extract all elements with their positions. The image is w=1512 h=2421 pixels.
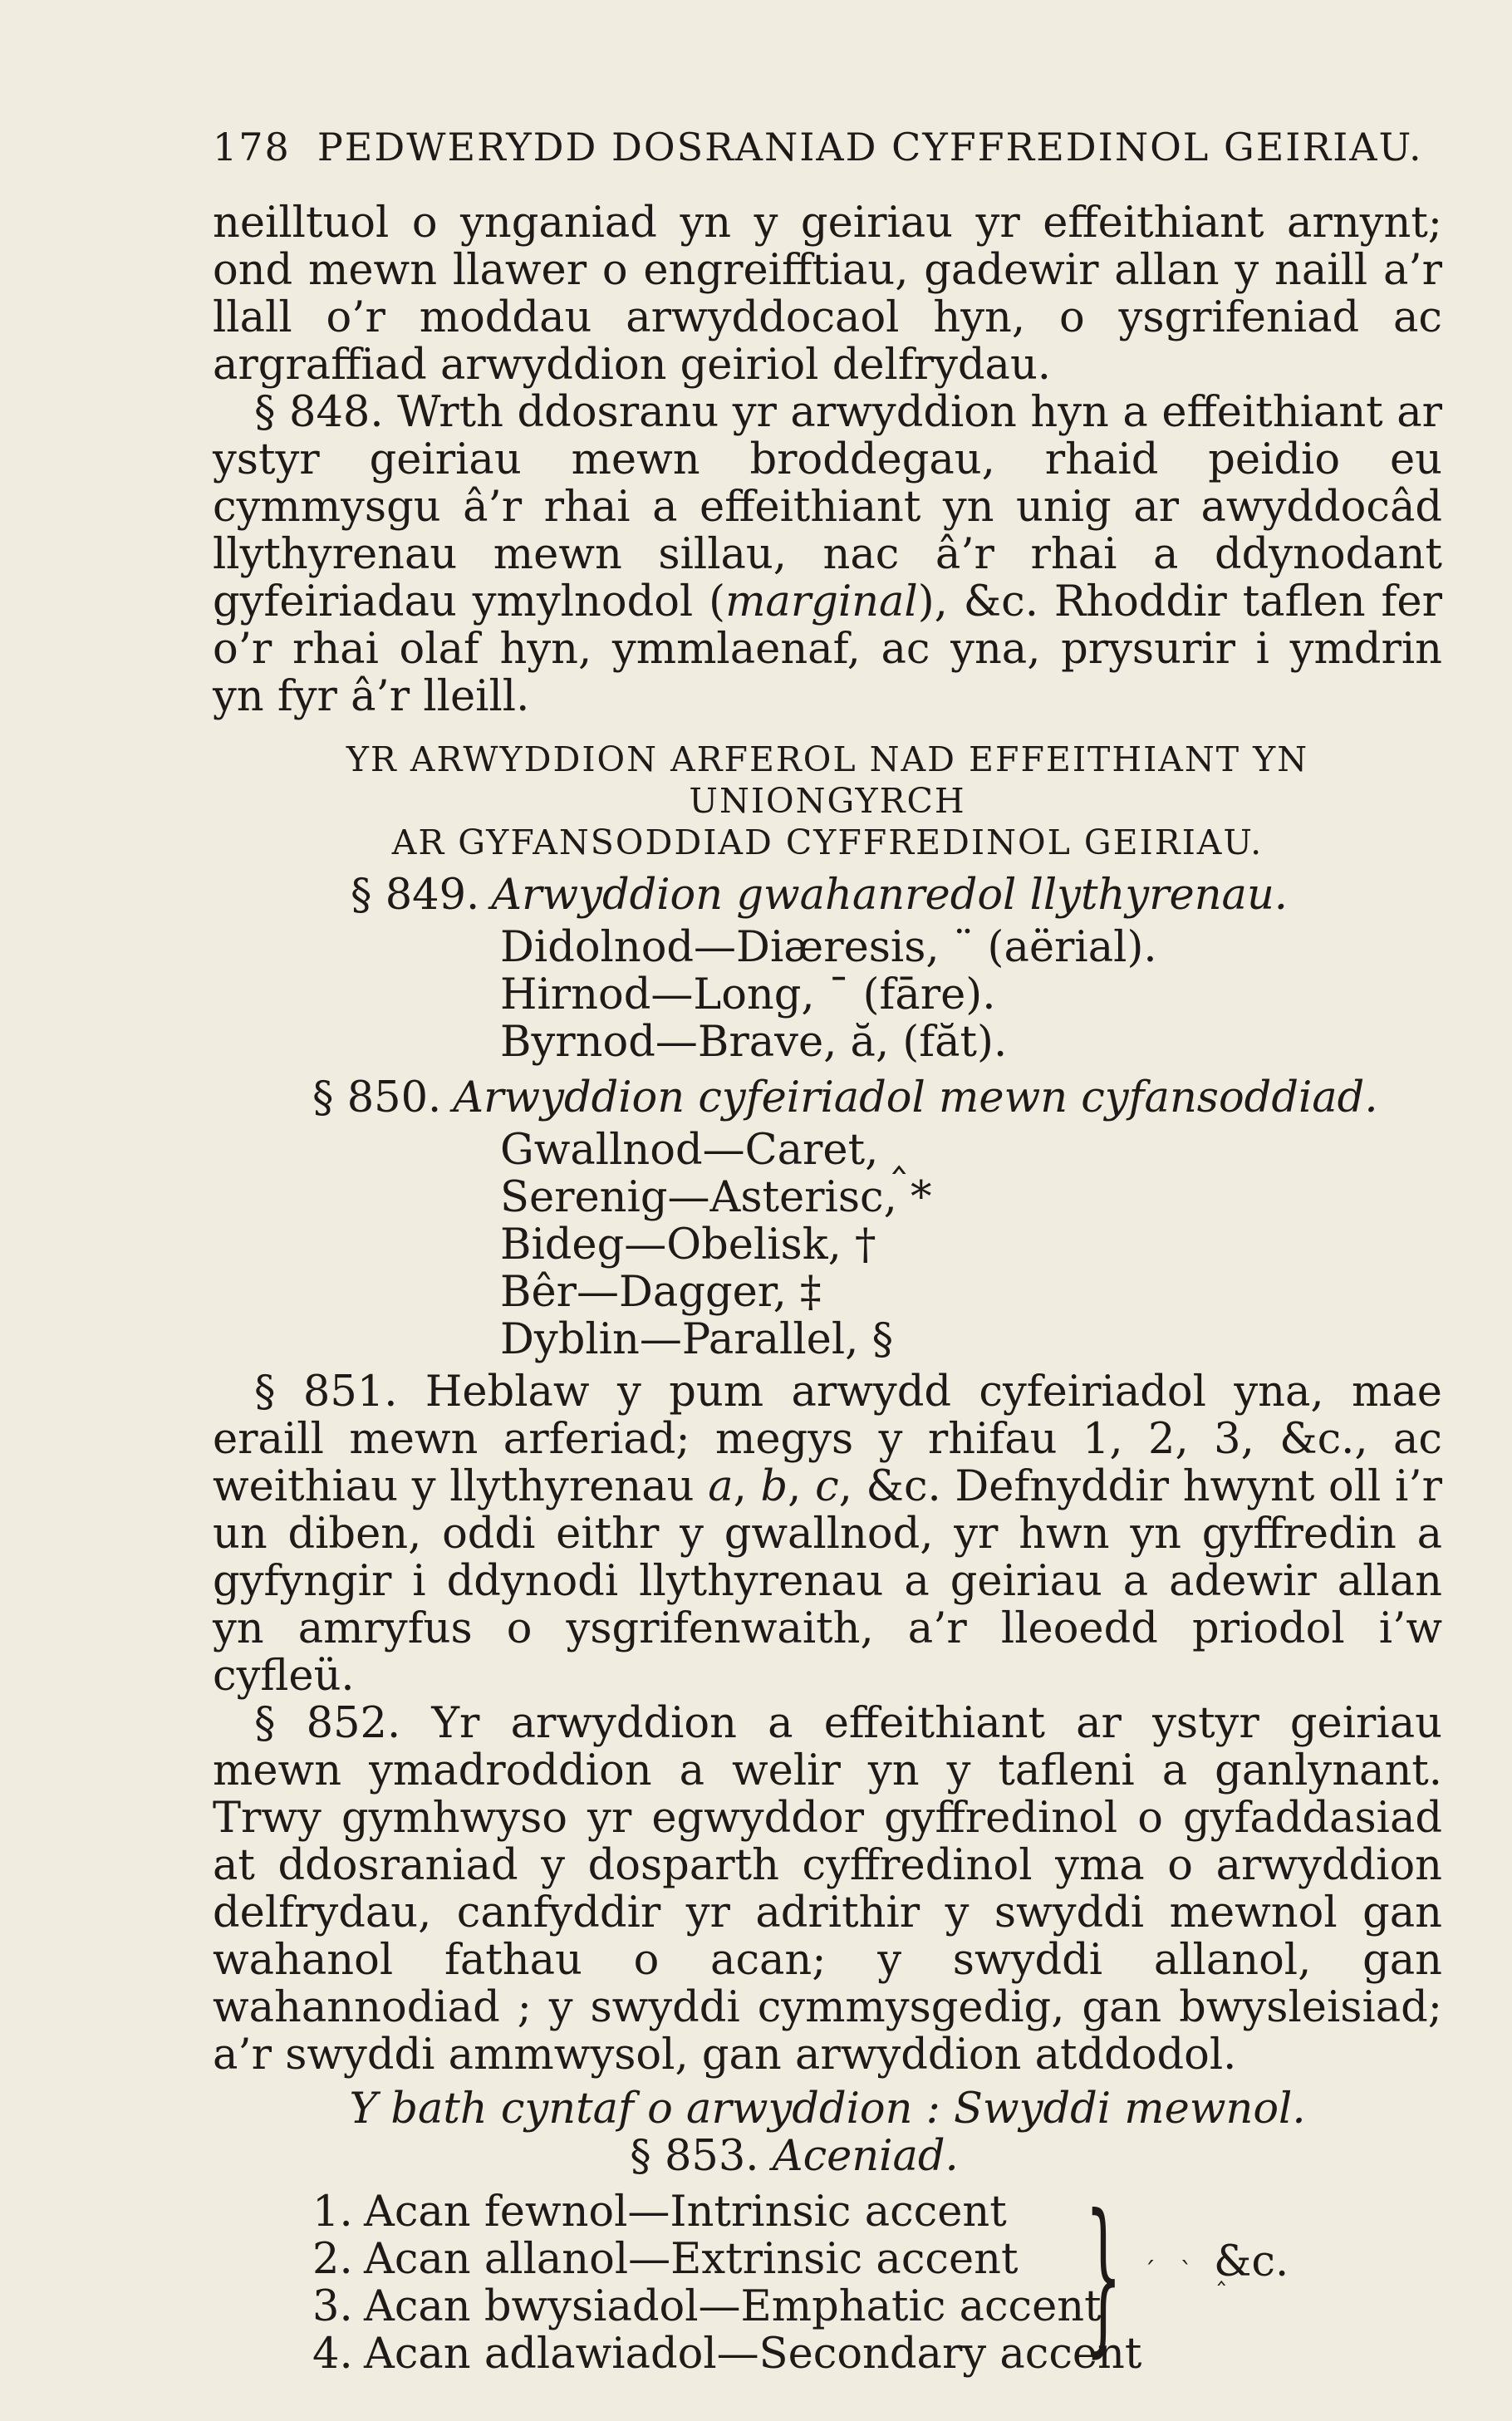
list-item: 1. Acan fewnol—Intrinsic accent <box>312 2188 1007 2237</box>
section-number: § 851. <box>254 1368 398 1417</box>
brace: } <box>1085 2179 1122 2373</box>
section-850-heading: § 850. Arwyddion cyfeiriadol mewn cyfansoddiad. <box>312 1073 1378 1122</box>
etc-label: &c. <box>1214 2237 1289 2286</box>
list-item: 4. Acan adlawiadol—Secondary accent <box>312 2330 1142 2379</box>
list-item: 2. Acan allanol—Extrinsic accent <box>312 2235 1019 2284</box>
running-title: PEDWERYDD DOSRANIAD CYFFREDINOL GEIRIAU. <box>317 125 1423 169</box>
paragraph-852: § 852. Yr arwyddion a effeithiant ar ystyr geiriau mewn ymadroddion a welir yn y tafleni a ganlynant. Trwy gymhwyso yr egwyddor gyffredinol o gyfaddasiad at ddosraniad y dosparth cyffredinol yma o arwyddion delfrydau, canfyddir yr adrithir y swyddi mewnol gan wahanol fathau o acan; y swyddi allanol, gan wahannodiad ; y swyddi cymmysgedig, gan bwysleisiad; a’r swyddi ammwysol, gan arwyddion atddodol. <box>213 1699 1442 2080</box>
paragraph-848: § 848. Wrth ddosranu yr arwyddion hyn a effeithiant ar ystyr geiriau mewn broddegau, rhaid peidio eu cymmysgu â’r rhai a effeithiant yn unig ar awyddocâd llythyrenau mewn sillau, nac â’r rhai a ddynodant gyfeiriadau ymylnodol (marginal), &c. Rhoddir taflen fer o’r rhai olaf hyn, ymmlaenaf, ac yna, prysurir i ymdrin yn fyr â’r lleill. <box>213 388 1442 721</box>
section-number: § 852. <box>254 1699 401 1748</box>
list-item: Serenig—Asterisc, * <box>500 1173 932 1222</box>
running-header <box>213 125 1442 169</box>
list-item: Bideg—Obelisk, † <box>500 1220 876 1269</box>
accent-marks: ´ ˋ ‸ <box>1143 2257 1235 2286</box>
list-item: Dyblin—Parallel, § <box>500 1315 894 1364</box>
paragraph-continued: neilltuol o ynganiad yn y geiriau yr effeithiant arnynt; ond mewn llawer o engreifftiau, gadewir allan y naill a’r llall o’r moddau arwyddocaol hyn, o ysgrifeniad ac argraffiad arwyddion geiriol delfrydau. <box>213 199 1442 390</box>
section-number: § 848. <box>254 388 384 437</box>
list-item: Didolnod—Diæresis, ¨ (aërial). <box>500 923 1157 972</box>
subheading: Y bath cyntaf o arwyddion : Swyddi mewnol. <box>349 2085 1306 2134</box>
list-item: Byrnod—Brave, ă, (făt). <box>500 1018 1008 1067</box>
list-item: Hirnod—Long, ¯ (fāre). <box>500 970 996 1019</box>
sign-list-849 <box>500 924 1442 1066</box>
page-number: 178 <box>213 125 291 169</box>
accent-list <box>312 2179 1442 2379</box>
section-849-heading: § 849. Arwyddion gwahanredol llythyrenau. <box>351 871 1289 920</box>
list-item: Gwallnod—Caret, ‸ <box>500 1126 906 1175</box>
list-item: Bêr—Dagger, ‡ <box>500 1268 822 1317</box>
section-853-heading: § 853. Aceniad. <box>630 2132 959 2181</box>
page-body <box>213 199 1442 2378</box>
sign-list-850 <box>500 1127 1442 1363</box>
list-item: 3. Acan bwysiadol—Emphatic accent <box>312 2282 1102 2331</box>
paragraph-851: § 851. Heblaw y pum arwydd cyfeiriadol yna, mae eraill mewn arferiad; megys y rhifau 1, 2, 3, &c., ac weithiau y llythyrenau a, b, c, &c. Defnyddir hwynt oll i’r un diben, oddi eithr y gwallnod, yr hwn yn gyffredin a gyfyngir i ddynodi llythyrenau a geiriau a adewir allan yn amryfus o ysgrifenwaith, a’r lleoedd priodol i’w cyfleü. <box>213 1368 1442 1701</box>
section-heading: YR ARWYDDION ARFEROL NAD EFFEITHIANT YN UNIONGYRCH AR GYFANSODDIAD CYFFREDINOL GEIRIAU. <box>346 739 1309 862</box>
